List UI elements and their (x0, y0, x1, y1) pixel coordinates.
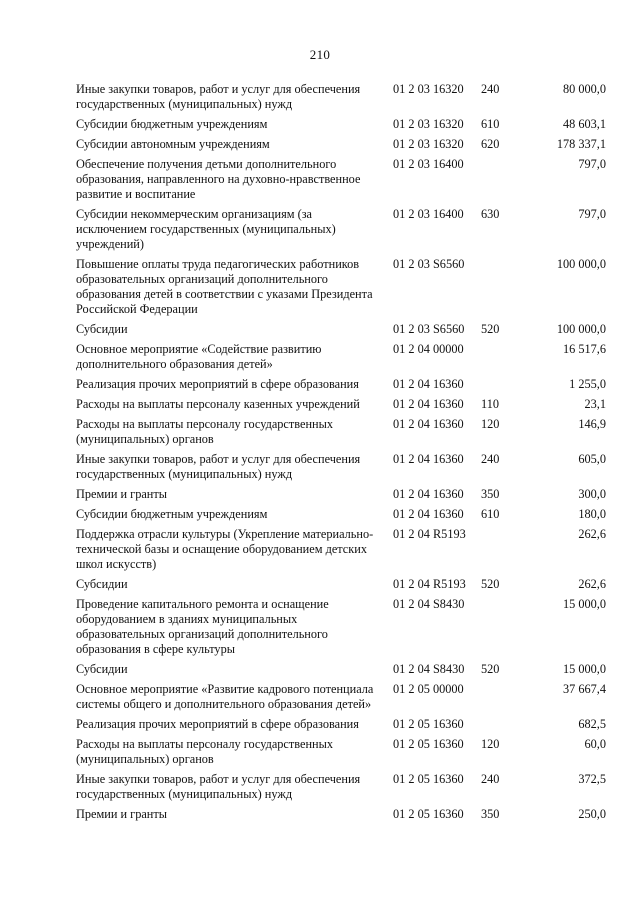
row-expense-type (481, 597, 519, 657)
table-row (76, 137, 606, 152)
row-expense-type: 630 (481, 207, 500, 221)
row-expense-type: 620 (481, 137, 500, 151)
row-code: 01 2 04 16360 (393, 487, 464, 501)
row-expense-type (481, 377, 519, 392)
row-expense-type: 350 (481, 487, 500, 501)
row-amount: 605,0 (578, 452, 606, 466)
row-expense-type: 520 (481, 662, 500, 676)
row-amount: 16 517,6 (562, 342, 606, 356)
row-code: 01 2 03 S6560 (393, 322, 465, 336)
row-expense-type: 350 (481, 807, 500, 821)
row-code: 01 2 04 R5193 (393, 577, 466, 591)
row-amount: 180,0 (578, 507, 606, 521)
table-row (76, 682, 606, 712)
row-name: Субсидии некоммерческим организациям (за исключением государственных (муниципальных) учреждений) (76, 207, 336, 251)
row-amount: 300,0 (578, 487, 606, 501)
row-name: Реализация прочих мероприятий в сфере образования (76, 377, 359, 391)
table-row (76, 417, 606, 447)
row-name: Основное мероприятие «Содействие развитию дополнительного образования детей» (76, 342, 322, 371)
row-expense-type (481, 257, 519, 317)
table-row (76, 397, 606, 412)
row-expense-type: 120 (481, 417, 500, 431)
row-code: 01 2 03 16320 (393, 117, 464, 131)
row-name: Поддержка отрасли культуры (Укрепление материально-технической базы и оснащение оборудованием детских школ искусств) (76, 527, 374, 571)
table-row (76, 157, 606, 202)
table-row (76, 82, 606, 112)
row-name: Премии и гранты (76, 487, 168, 501)
table-row (76, 527, 606, 572)
row-amount: 146,9 (578, 417, 606, 431)
row-name: Обеспечение получения детьми дополнительного образования, направленного на духовно-нравственное развитие и воспитание (76, 157, 361, 201)
row-amount: 797,0 (578, 157, 606, 171)
row-amount: 250,0 (578, 807, 606, 821)
row-amount: 80 000,0 (562, 82, 606, 96)
row-expense-type (481, 157, 519, 202)
row-amount: 178 337,1 (556, 137, 606, 151)
row-amount: 60,0 (584, 737, 606, 751)
row-code: 01 2 03 S6560 (393, 257, 465, 271)
table-row (76, 507, 606, 522)
row-name: Реализация прочих мероприятий в сфере образования (76, 717, 359, 731)
row-amount: 37 667,4 (562, 682, 606, 696)
row-code: 01 2 03 16320 (393, 137, 464, 151)
row-amount: 1 255,0 (569, 377, 606, 391)
row-code: 01 2 05 16360 (393, 772, 464, 786)
table-row (76, 117, 606, 132)
row-name: Субсидии (76, 662, 128, 676)
table-row (76, 377, 606, 392)
row-name: Иные закупки товаров, работ и услуг для обеспечения государственных (муниципальных) нужд (76, 82, 361, 111)
row-code: 01 2 04 S8430 (393, 662, 465, 676)
table-row (76, 717, 606, 732)
row-expense-type: 120 (481, 737, 500, 751)
row-expense-type: 240 (481, 452, 500, 466)
row-name: Расходы на выплаты персоналу государственных (муниципальных) органов (76, 737, 334, 766)
row-expense-type (481, 342, 519, 372)
row-name: Основное мероприятие «Развитие кадрового потенциала системы общего и дополнительного образования детей» (76, 682, 374, 711)
row-code: 01 2 04 16360 (393, 417, 464, 431)
row-code: 01 2 04 16360 (393, 507, 464, 521)
row-name: Расходы на выплаты персоналу казенных учреждений (76, 397, 360, 411)
row-code: 01 2 04 S8430 (393, 597, 465, 611)
row-amount: 100 000,0 (556, 322, 606, 336)
table-row (76, 737, 606, 767)
row-expense-type: 240 (481, 82, 500, 96)
row-code: 01 2 04 00000 (393, 342, 464, 356)
row-code: 01 2 05 16360 (393, 717, 464, 731)
row-amount: 100 000,0 (556, 257, 606, 271)
table-row (76, 342, 606, 372)
row-amount: 262,6 (578, 577, 606, 591)
row-expense-type: 520 (481, 322, 500, 336)
row-name: Повышение оплаты труда педагогических работников образовательных организаций дополнительного образования детей в соответствии с указами Президента Российской Федерации (76, 257, 373, 316)
table-row (76, 807, 606, 822)
table-row (76, 452, 606, 482)
row-amount: 682,5 (578, 717, 606, 731)
row-code: 01 2 04 16360 (393, 452, 464, 466)
row-code: 01 2 05 16360 (393, 807, 464, 821)
table-row (76, 207, 606, 252)
row-code: 01 2 03 16400 (393, 157, 464, 171)
row-expense-type: 610 (481, 117, 500, 131)
table-row (76, 322, 606, 337)
row-name: Иные закупки товаров, работ и услуг для обеспечения государственных (муниципальных) нужд (76, 452, 361, 481)
row-code: 01 2 03 16400 (393, 207, 464, 221)
row-name: Субсидии бюджетным учреждениям (76, 507, 268, 521)
table-row (76, 597, 606, 657)
table-row (76, 772, 606, 802)
page-number: 210 (309, 47, 331, 62)
row-expense-type: 110 (481, 397, 499, 411)
row-code: 01 2 05 00000 (393, 682, 464, 696)
budget-table (76, 82, 606, 827)
row-expense-type: 610 (481, 507, 500, 521)
row-name: Проведение капитального ремонта и оснащение оборудованием в зданиях муниципальных образовательных организаций дополнительного образования в сфере культуры (76, 597, 329, 656)
row-amount: 15 000,0 (562, 597, 606, 611)
row-name: Субсидии автономным учреждениям (76, 137, 270, 151)
row-amount: 15 000,0 (562, 662, 606, 676)
row-name: Субсидии бюджетным учреждениям (76, 117, 268, 131)
table-row (76, 662, 606, 677)
row-code: 01 2 04 R5193 (393, 527, 466, 541)
row-expense-type (481, 527, 519, 572)
table-row (76, 257, 606, 317)
row-name: Субсидии (76, 322, 128, 336)
row-name: Расходы на выплаты персоналу государственных (муниципальных) органов (76, 417, 334, 446)
row-expense-type: 520 (481, 577, 500, 591)
row-amount: 23,1 (584, 397, 606, 411)
row-amount: 48 603,1 (562, 117, 606, 131)
row-code: 01 2 03 16320 (393, 82, 464, 96)
row-code: 01 2 04 16360 (393, 397, 464, 411)
row-code: 01 2 04 16360 (393, 377, 464, 391)
row-code: 01 2 05 16360 (393, 737, 464, 751)
row-expense-type (481, 717, 519, 732)
row-expense-type: 240 (481, 772, 500, 786)
row-name: Премии и гранты (76, 807, 168, 821)
row-amount: 372,5 (578, 772, 606, 786)
table-row (76, 487, 606, 502)
row-amount: 797,0 (578, 207, 606, 221)
table-row (76, 577, 606, 592)
row-name: Субсидии (76, 577, 128, 591)
row-amount: 262,6 (578, 527, 606, 541)
row-expense-type (481, 682, 519, 712)
row-name: Иные закупки товаров, работ и услуг для обеспечения государственных (муниципальных) нужд (76, 772, 361, 801)
